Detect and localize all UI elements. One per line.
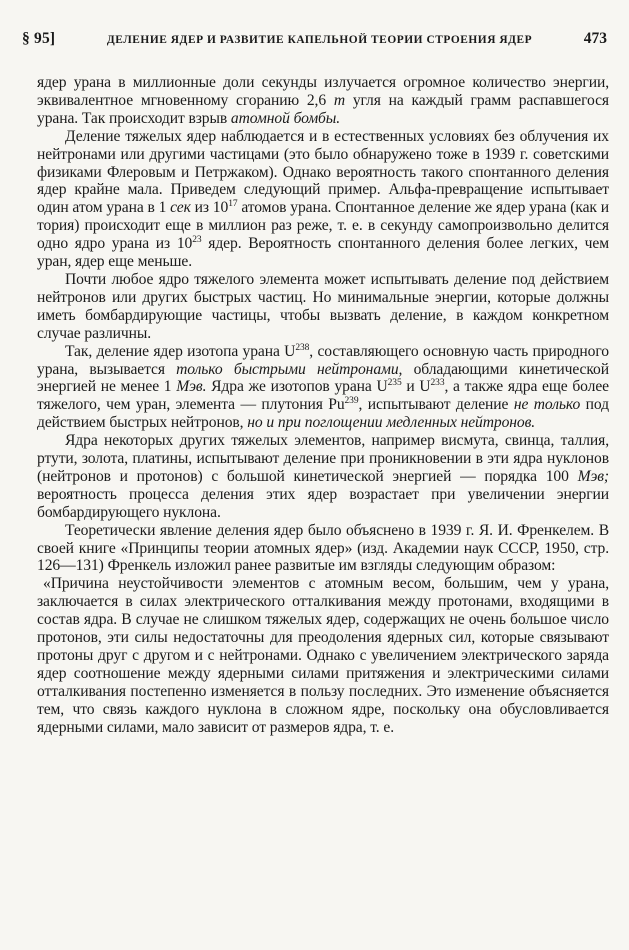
paragraph-1: ядер урана в миллионные доли секунды излучается огромное количество энергии, эквивалентное мгновенному сгоранию 2,6 т угля на каждый грамм распавшегося урана. Так происходит взрыв атомной бомбы. (37, 74, 609, 127)
quote-paragraph: «Причина неустойчивости элементов с атомным весом, большим, чем у урана, заключается в силах электрического отталкивания между протонами, входящими в состав ядра. В случае не слишком тяжелых ядер, содержащих не очень большое число протонов, эти силы недостаточны для преодоления ядерных сил, которые связывают протоны друг с другом и с нейтронами. Однако с увеличением электрического заряда ядер соотношение между ядерными силами притяжения и электрическими силами отталкивания постепенно изменяется в пользу последних. Это изменение объясняется тем, что связь каждого нуклона в сложном ядре, поскольку она обусловливается ядерными силами, мало зависит от размеров ядра, т. е. (37, 575, 609, 736)
page-body (37, 74, 609, 737)
section-number: § 95] (22, 30, 56, 47)
running-title: ДЕЛЕНИЕ ЯДЕР И РАЗВИТИЕ КАПЕЛЬНОЙ ТЕОРИИ СТРОЕНИЯ ЯДЕР (106, 34, 533, 46)
paragraph-4: Так, деление ядер изотопа урана $U^{238}$, составляющего основную часть природного урана, вызывается только быстрыми нейтронами, обладающими кинетической энергией не менее 1 Мэв. Ядра же изотопов урана $U^{235}$ и $U^{233}$, а также ядра еще более тяжелого, чем уран, элемента — плутония Pu$^{239}$, испытывают деление не только под действием быстрых нейтронов, но и при поглощении медленных нейтронов. (37, 342, 610, 432)
page-number: 473 (583, 30, 607, 47)
paragraph-6: Теоретически явление деления ядер было объяснено в 1939 г. Я. И. Френкелем. В своей книге «Принципы теории атомных ядер» (изд. Академии наук СССР, 1950, стр. 126—131) Френкель изложил ранее развитые им взгляды следующим образом: (37, 521, 609, 575)
paragraph-5: Ядра некоторых других тяжелых элементов, например висмута, свинца, таллия, ртути, золота, платины, испытывают деление при проникновении в эти ядра нуклонов (нейтронов и протонов) с большой кинетической энергией — порядка 100 Мэв; вероятность процесса деления этих ядер возрастает при увеличении энергии бомбардирующего нуклона. (37, 432, 609, 521)
running-header (22, 30, 607, 48)
paragraph-2: Деление тяжелых ядер наблюдается и в естественных условиях без облучения их нейтронами или другими частицами (это было обнаружено тоже в 1939 г. советскими физиками Флеровым и Петржаком). Однако вероятность такого спонтанного деления ядер крайне мала. Приведем следующий пример. Альфа-превращение испытывает один атом урана в 1 сек из $10^{17}$ атомов урана. Спонтанное деление же ядер урана (как и тория) происходит еще в миллион раз реже, т. е. в секунду самопроизвольно делится одно ядро урана из $10^{23}$ ядер. Вероятность спонтанного деления более легких, чем уран, ядер еще меньше. (37, 127, 610, 271)
paragraph-3: Почти любое ядро тяжелого элемента может испытывать деление под действием нейтронов или других быстрых частиц. Но минимальные энергии, которые должны иметь бомбардирующие частицы, чтобы вызвать деление, в каждом конкретном случае различны. (37, 270, 609, 342)
